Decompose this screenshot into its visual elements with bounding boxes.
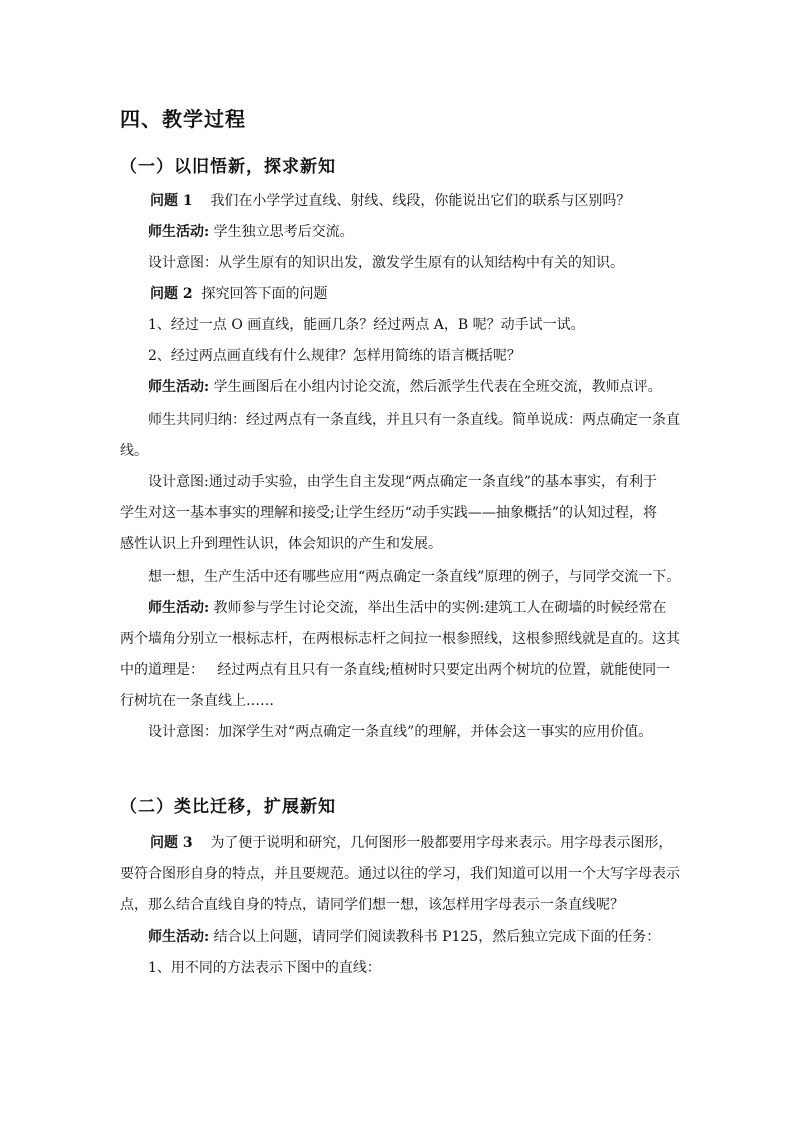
- part1-heading: （一）以旧悟新，探求新知: [120, 157, 336, 177]
- question-3-line-3: 点，那么结合直线自身的特点，请同学们想一想，该怎样用字母表示一条直线呢？: [120, 897, 624, 913]
- activity-2: [120, 372, 676, 403]
- think-paragraph: [120, 562, 681, 593]
- question-1-text: 我们在小学学过直线、射线、线段，你能说出它们的联系与区别吗？: [210, 193, 631, 209]
- activity-3-line-1: 教师参与学生讨论交流，举出生活中的实例:建筑工人在砌墙的时候经常在: [213, 600, 667, 616]
- question-3-label: 问题 3: [150, 835, 193, 851]
- question-2-item-1: [120, 310, 676, 341]
- section-title: 四、教学过程: [120, 107, 246, 131]
- design-intent-3: [120, 717, 676, 748]
- activity-3-label: 师生活动:: [148, 600, 210, 616]
- activity-4: [120, 922, 676, 953]
- summary-paragraph: [120, 405, 680, 467]
- design-intent-1: [120, 248, 676, 279]
- activity-2-label: 师生活动:: [148, 379, 210, 395]
- summary-line-2: 线。: [120, 443, 148, 459]
- question-2: [120, 279, 676, 310]
- question-2-label: 问题 2: [150, 286, 193, 302]
- question-3: [120, 828, 680, 921]
- question-3-line-2: 要符合图形自身的特点，并且要规范。通过以往的学习，我们知道可以用一个大写字母表示: [120, 866, 680, 882]
- design-intent-1-text: 设计意图：从学生原有的知识出发，激发学生原有的认知结构中有关的知识。: [148, 255, 624, 271]
- activity-1-text: 学生独立思考后交流。: [213, 224, 354, 240]
- design-intent-2-line-3: 感性认识上升到理性认识，体会知识的产生和发展。: [120, 536, 442, 552]
- activity-3-line-3: 中的道理是： 经过两点有且只有一条直线;植树时只要定出两个树坑的位置，就能使同一: [120, 662, 671, 678]
- question-1: [120, 186, 676, 217]
- activity-3-line-4: 行树坑在一条直线上……: [120, 693, 274, 709]
- item-2-text: 2、经过两点画直线有什么规律？怎样用简练的语言概括呢？: [148, 348, 521, 364]
- activity-3: [120, 593, 680, 717]
- task-1: [120, 953, 676, 984]
- part2-heading: （二）类比迁移，扩展新知: [120, 797, 336, 817]
- summary-line-1: 师生共同归纳：经过两点有一条直线，并且只有一条直线。简单说成：两点确定一条直: [148, 412, 680, 428]
- design-intent-2-line-2: 学生对这一基本事实的理解和接受;让学生经历“动手实践——抽象概括”的认知过程，将: [120, 505, 658, 521]
- question-2-item-2: [120, 341, 676, 372]
- think-text: 想一想，生产生活中还有哪些应用“两点确定一条直线”原理的例子，与同学交流一下。: [148, 569, 681, 585]
- question-3-line-1: 为了便于说明和研究，几何图形一般都要用字母来表示。用字母表示图形，: [210, 835, 673, 851]
- question-1-label: 问题 1: [150, 193, 193, 209]
- task-1-text: 1、用不同的方法表示下图中的直线：: [148, 960, 381, 976]
- item-1-text: 1、经过一点 O 画直线，能画几条？经过两点 A，B 呢？动手试一试。: [148, 317, 585, 333]
- activity-2-text: 学生画图后在小组内讨论交流，然后派学生代表在全班交流，教师点评。: [213, 379, 662, 395]
- design-intent-2: [120, 467, 676, 560]
- design-intent-2-line-1: 设计意图:通过动手实验，由学生自主发现“两点确定一条直线”的基本事实，有利于: [148, 474, 658, 490]
- activity-1: [120, 217, 676, 248]
- activity-4-text: 结合以上问题，请同学们阅读教科书 P125，然后独立完成下面的任务：: [213, 929, 661, 945]
- activity-4-label: 师生活动:: [148, 929, 210, 945]
- activity-1-label: 师生活动:: [148, 224, 210, 240]
- design-intent-3-text: 设计意图：加深学生对“两点确定一条直线”的理解，并体会这一事实的应用价值。: [148, 724, 653, 740]
- question-2-text: 探究回答下面的问题: [201, 286, 328, 302]
- activity-3-line-2: 两个墙角分别立一根标志杆，在两根标志杆之间拉一根参照线，这根参照线就是直的。这其: [120, 631, 680, 647]
